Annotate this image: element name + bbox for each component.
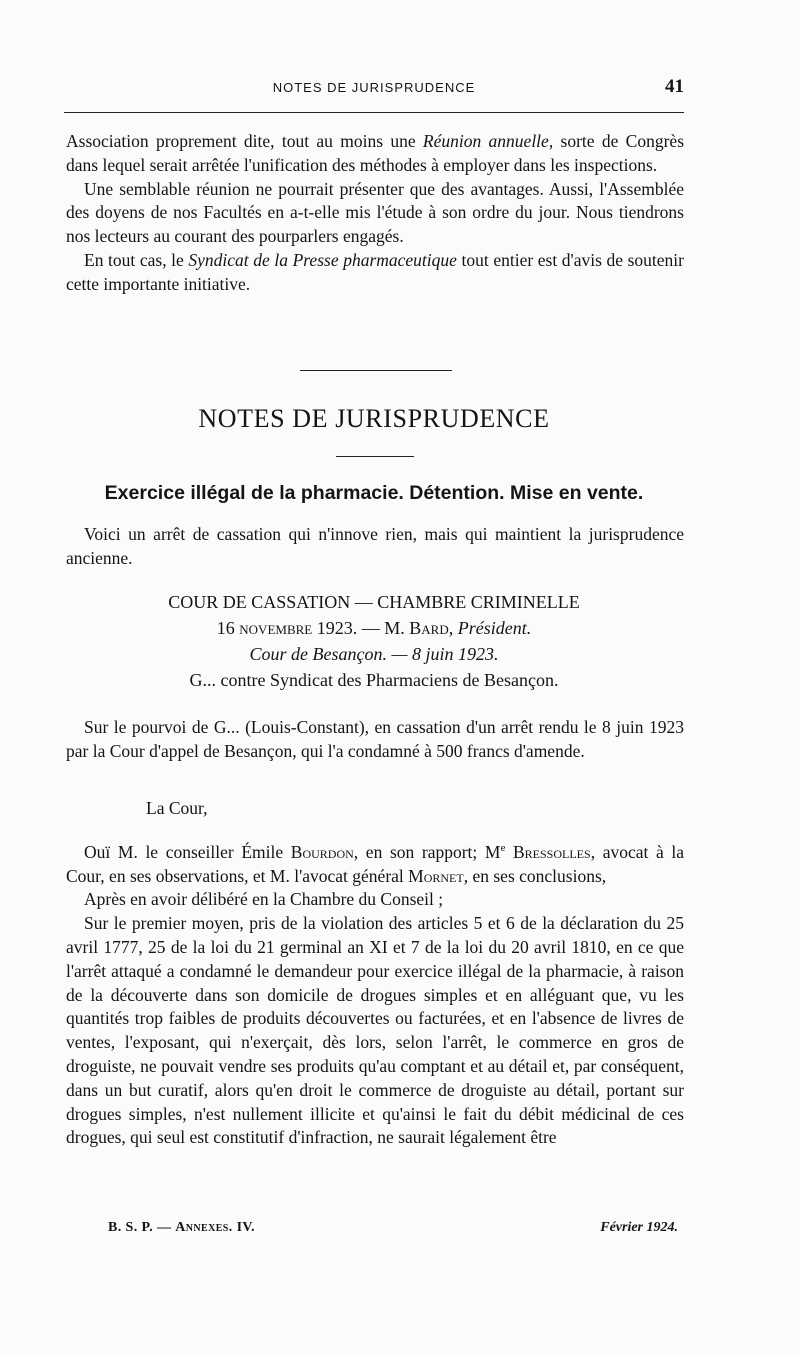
court-line-2: 16 novembre 1923. — M. Bard, Président.: [216, 618, 532, 638]
running-head: [64, 78, 684, 100]
lead-paragraph: Voici un arrêt de cassation qui n'innove rien, mais qui maintient la jurisprudence ancienne.: [66, 524, 684, 568]
footer-publication: B. S. P. — Annexes. IV.: [108, 1220, 256, 1235]
ruling-paragraph-5: Sur le premier moyen, pris de la violation des articles 5 et 6 de la déclaration du 25 avril 1777, 25 de la loi du 21 germinal an XI et 7 de la loi du 20 avril 1810, en ce que l'arrêt attaqué a condamné le demandeur pour exercice illégal de la pharmacie, à raison de la découverte dans son domicile de drogues simples et en alléguant que, vu les quantités trop faibles de produits découvertes ou facturées, et en l'absence de livres de ventes, l'exposant, qui n'exerçait, dès lors, selon l'arrêt, le commerce en gros de droguiste, ne pouvait vendre ses produits qu'au comptant et au détail et, par conséquent, dans un but curatif, alors qu'en droit le commerce de droguiste au détail, portant sur drogues simples, n'est nullement illicite et qu'ainsi le fait du débit médicinal de ces drogues, qui seul est constitutif d'infraction, ne saurait légalement être: [66, 913, 684, 1148]
intro-text: [66, 130, 684, 297]
footer-date: Février 1924.: [600, 1220, 678, 1235]
ruling-address: [66, 797, 684, 821]
running-title: NOTES DE JURISPRUDENCE: [272, 80, 476, 95]
section-title: NOTES DE JURISPRUDENCE: [198, 404, 550, 433]
footer: [108, 1220, 678, 1240]
intro-paragraph-2: Une semblable réunion ne pourrait présenter que des avantages. Aussi, l'Assemblée des doyens de nos Facultés en a-t-elle mis l'étude à son ordre du jour. Nous tiendrons nos lecteurs au courant des pourparlers engagés.: [66, 178, 684, 247]
header-rule: [64, 112, 684, 113]
ruling-paragraph-1: Sur le pourvoi de G... (Louis-Constant), en cassation d'un arrêt rendu le 8 juin 1923 par la Cour d'appel de Besançon, qui l'a condamné à 500 francs d'amende.: [66, 717, 684, 761]
subsection-title: Exercice illégal de la pharmacie. Détention. Mise en vente.: [104, 482, 644, 504]
ruling-paragraph-3: Ouï M. le conseiller Émile Bourdon, en son rapport; Me Bressolles, avocat à la Cour, en ses observations, et M. l'avocat général Mornet, en ses conclusions,: [66, 841, 685, 886]
court-heading: [64, 590, 684, 694]
emphasis-reunion-annuelle: Réunion annuelle: [422, 131, 549, 151]
ruling-intro: [66, 716, 684, 764]
intro-paragraph-1: Association proprement dite, tout au moins une Réunion annuelle, sorte de Congrès dans lequel serait arrêtée l'unification des méthodes à employer dans les inspections.: [66, 131, 685, 175]
emphasis-syndicat: Syndicat de la Presse pharmaceutique: [188, 249, 457, 270]
lead-text: [66, 523, 684, 571]
court-line-3: Cour de Besançon. — 8 juin 1923.: [249, 644, 499, 664]
ruling-body: [66, 837, 684, 1150]
court-line-4: G... contre Syndicat des Pharmaciens de Besançon.: [189, 670, 559, 690]
title-rule: [336, 456, 414, 457]
ruling-paragraph-2: La Cour,: [146, 798, 208, 818]
section-divider: [300, 370, 452, 371]
ruling-paragraph-4: Après en avoir délibéré en la Chambre du Conseil ;: [84, 889, 444, 910]
court-line-1: COUR DE CASSATION — CHAMBRE CRIMINELLE: [168, 592, 580, 612]
intro-paragraph-3: En tout cas, le Syndicat de la Presse pharmaceutique tout entier est d'avis de soutenir cette importante initiative.: [66, 249, 684, 294]
page-number: 41: [665, 76, 684, 97]
